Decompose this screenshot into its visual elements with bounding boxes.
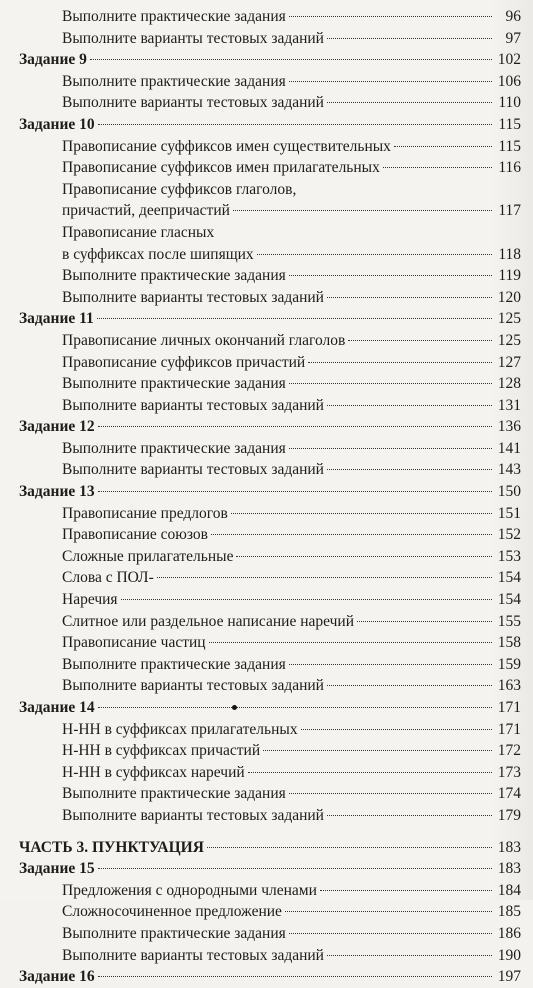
toc-page-number: 163 <box>497 677 521 695</box>
toc-page-number: 179 <box>497 806 521 824</box>
toc-page-number: 185 <box>497 903 521 921</box>
dot-leader <box>207 847 492 848</box>
toc-page-number: 141 <box>497 439 521 457</box>
dot-leader <box>289 16 492 17</box>
toc-entry-title: Наречия <box>62 591 118 609</box>
toc-entry-title: Выполните варианты тестовых заданий <box>62 677 324 695</box>
toc-page-number: 136 <box>497 418 521 436</box>
toc-entry-title: Правописание суффиксов причастий <box>62 353 306 371</box>
toc-entry <box>19 719 521 741</box>
toc-section-entry <box>19 966 521 988</box>
toc-entry-title: Правописание суффиксов имен существительных <box>62 137 391 155</box>
dot-leader <box>357 621 492 622</box>
toc-entry-title: Выполните практические задания <box>62 375 286 393</box>
dot-leader <box>289 933 492 934</box>
table-of-contents <box>19 6 521 988</box>
toc-entry-title: Выполните практические задания <box>62 439 286 457</box>
toc-page-number: 96 <box>505 8 521 25</box>
toc-entry <box>19 438 521 460</box>
toc-entry <box>19 654 521 676</box>
toc-page-number: 154 <box>497 569 521 587</box>
dot-leader <box>121 599 492 600</box>
toc-entry-title: Предложения с однородными членами <box>62 881 317 899</box>
toc-entry-title: Выполните практические задания <box>62 8 286 25</box>
toc-entry-title: Задание 10 <box>19 115 95 133</box>
dot-leader <box>327 955 492 956</box>
dot-leader <box>263 750 492 751</box>
dot-leader <box>285 911 492 912</box>
dot-leader <box>98 707 492 708</box>
dot-leader <box>394 146 492 147</box>
toc-entry-title: Выполните варианты тестовых заданий <box>62 461 324 479</box>
toc-entry-title: Н-НН в суффиксах наречий <box>62 763 245 781</box>
dot-leader <box>233 210 492 211</box>
dot-leader <box>209 642 492 643</box>
dot-leader <box>289 81 492 82</box>
toc-section-entry <box>19 837 521 859</box>
toc-entry <box>19 740 521 762</box>
toc-entry <box>19 880 521 902</box>
toc-page-number: 102 <box>497 51 521 69</box>
toc-entry <box>19 611 521 633</box>
toc-entry <box>19 805 521 827</box>
toc-page-number: 155 <box>497 612 521 630</box>
dot-leader <box>289 793 492 794</box>
dot-leader <box>348 340 492 341</box>
dot-leader <box>236 556 492 557</box>
toc-entry-title: Задание 12 <box>19 418 95 436</box>
dot-leader <box>327 815 492 816</box>
toc-page-number: 150 <box>497 483 521 501</box>
toc-entry-title: Выполните варианты тестовых заданий <box>62 29 324 47</box>
toc-page-number: 190 <box>497 946 521 964</box>
toc-entry-title: причастий, деепричастий <box>62 202 230 220</box>
toc-entry-title: Н-НН в суффиксах прилагательных <box>62 720 298 738</box>
toc-entry-title: Задание 9 <box>19 51 87 69</box>
toc-page-number: 128 <box>497 375 521 393</box>
dot-leader <box>308 362 492 363</box>
toc-entry <box>19 524 521 546</box>
dot-leader <box>90 59 492 60</box>
toc-page-number: 153 <box>497 547 521 565</box>
toc-section-entry <box>19 308 521 330</box>
toc-entry <box>19 395 521 417</box>
toc-entry <box>19 675 521 697</box>
dot-leader <box>289 383 492 384</box>
toc-entry <box>19 459 521 481</box>
toc-page-number: 127 <box>497 353 521 371</box>
toc-entry-title: Правописание гласных <box>62 223 215 241</box>
dot-leader <box>97 318 492 319</box>
toc-entry <box>19 589 521 611</box>
toc-page-number: 197 <box>497 968 521 986</box>
toc-entry <box>19 923 521 945</box>
toc-entry-title: ЧАСТЬ 3. ПУНКТУАЦИЯ <box>19 838 204 856</box>
toc-entry-title: Н-НН в суффиксах причастий <box>62 742 261 760</box>
toc-page-number: 183 <box>497 838 521 856</box>
dot-leader <box>98 976 492 977</box>
toc-entry <box>19 157 521 179</box>
toc-page-number: 158 <box>497 634 521 652</box>
toc-page-number: 116 <box>498 159 521 177</box>
toc-page-number: 172 <box>497 742 521 760</box>
toc-page-number: 171 <box>497 720 521 738</box>
toc-entry <box>19 287 521 309</box>
dot-leader <box>289 664 492 665</box>
toc-entry-title: Выполните варианты тестовых заданий <box>62 288 324 306</box>
toc-entry <box>19 265 521 287</box>
toc-page-number: 118 <box>498 245 521 263</box>
dot-leader <box>327 38 492 39</box>
toc-entry <box>19 6 521 28</box>
toc-page-number: 115 <box>498 137 521 155</box>
toc-entry-title: Выполните варианты тестовых заданий <box>62 396 324 414</box>
dot-leader <box>327 297 492 298</box>
toc-entry-title: Выполните варианты тестовых заданий <box>62 94 324 112</box>
toc-entry-title: Задание 13 <box>19 483 95 501</box>
dot-leader <box>327 405 492 406</box>
toc-page-number: 174 <box>497 785 521 803</box>
toc-entry-title: в суффиксах после шипящих <box>62 245 254 263</box>
toc-entry <box>19 762 521 784</box>
toc-page-number: 97 <box>505 29 521 47</box>
dot-leader <box>98 868 492 869</box>
print-dot <box>232 705 237 710</box>
toc-entry-title: Правописание союзов <box>62 526 208 544</box>
toc-page-number: 110 <box>498 94 521 112</box>
dot-leader <box>211 534 492 535</box>
toc-entry-title: Сложносочиненное предложение <box>62 903 282 921</box>
toc-entry-title: Выполните практические задания <box>62 267 286 285</box>
toc-page-number: 125 <box>497 331 521 349</box>
toc-entry <box>19 373 521 395</box>
toc-entry <box>19 71 521 93</box>
toc-entry-title: Задание 16 <box>19 968 95 986</box>
toc-entry-title: Правописание частиц <box>62 634 206 652</box>
toc-page-number: 159 <box>497 655 521 673</box>
toc-entry-title: Выполните практические задания <box>62 924 286 942</box>
toc-entry <box>19 28 521 50</box>
toc-entry-title: Выполните практические задания <box>62 655 286 673</box>
toc-entry <box>19 136 521 158</box>
toc-section-entry <box>19 858 521 880</box>
toc-entry-title: Задание 15 <box>19 860 95 878</box>
toc-page-number: 173 <box>497 763 521 781</box>
dot-leader <box>289 448 492 449</box>
toc-page-number: 184 <box>497 881 521 899</box>
toc-section-entry <box>19 49 521 71</box>
toc-page-number: 171 <box>497 699 521 716</box>
toc-entry <box>19 901 521 923</box>
dot-leader <box>383 167 492 168</box>
dot-leader <box>327 102 492 103</box>
toc-page-number: 186 <box>497 924 521 942</box>
dot-leader <box>257 254 492 255</box>
toc-section-entry <box>19 114 521 136</box>
toc-page-number: 125 <box>497 310 521 328</box>
dot-leader <box>327 469 492 470</box>
dot-leader <box>327 685 492 686</box>
toc-entry-title: Выполните практические задания <box>62 72 286 90</box>
toc-section-entry <box>19 697 521 719</box>
dot-leader <box>301 729 492 730</box>
toc-entry <box>19 200 521 222</box>
toc-page-number: 106 <box>497 72 521 90</box>
toc-section-entry <box>19 416 521 438</box>
dot-leader <box>289 275 492 276</box>
toc-entry-title: Правописание предлогов <box>62 504 228 522</box>
toc-entry-title: Правописание личных окончаний глаголов <box>62 331 346 349</box>
toc-entry <box>19 330 521 352</box>
dot-leader <box>320 890 492 891</box>
toc-entry-title: Выполните варианты тестовых заданий <box>62 946 324 964</box>
toc-entry <box>19 503 521 525</box>
toc-entry-title: Выполните варианты тестовых заданий <box>62 806 324 824</box>
toc-page-number: 183 <box>497 860 521 878</box>
toc-entry-title: Задание 11 <box>19 310 94 328</box>
toc-page-number: 120 <box>497 288 521 306</box>
toc-entry <box>19 945 521 967</box>
toc-entry <box>19 783 521 805</box>
toc-page-number: 119 <box>498 267 521 285</box>
toc-entry <box>19 567 521 589</box>
dot-leader <box>248 772 492 773</box>
toc-page-number: 131 <box>497 396 521 414</box>
toc-entry <box>19 92 521 114</box>
toc-entry-title: Правописание суффиксов глаголов, <box>62 180 297 198</box>
toc-page-number: 154 <box>497 591 521 609</box>
toc-page-number: 143 <box>497 461 521 479</box>
toc-page-number: 117 <box>498 202 521 220</box>
toc-entry <box>19 244 521 266</box>
toc-entry-title: Правописание суффиксов имен прилагательных <box>62 159 380 177</box>
toc-entry-title: Задание 14 <box>19 699 95 716</box>
toc-entry <box>19 546 521 568</box>
dot-leader <box>157 577 492 578</box>
toc-entry-title: Слитное или раздельное написание наречий <box>62 612 355 630</box>
dot-leader <box>231 513 492 514</box>
dot-leader <box>98 426 492 427</box>
dot-leader <box>98 124 492 125</box>
toc-entry <box>19 632 521 654</box>
toc-page-number: 151 <box>497 504 521 522</box>
toc-entry <box>19 352 521 374</box>
dot-leader <box>98 491 492 492</box>
toc-entry <box>19 179 521 201</box>
toc-page-number: 152 <box>497 526 521 544</box>
toc-entry-title: Выполните практические задания <box>62 785 286 803</box>
toc-entry <box>19 222 521 244</box>
toc-page-number: 115 <box>498 115 521 133</box>
toc-section-entry <box>19 481 521 503</box>
toc-entry-title: Сложные прилагательные <box>62 547 234 565</box>
toc-entry-title: Слова с ПОЛ- <box>62 569 154 587</box>
